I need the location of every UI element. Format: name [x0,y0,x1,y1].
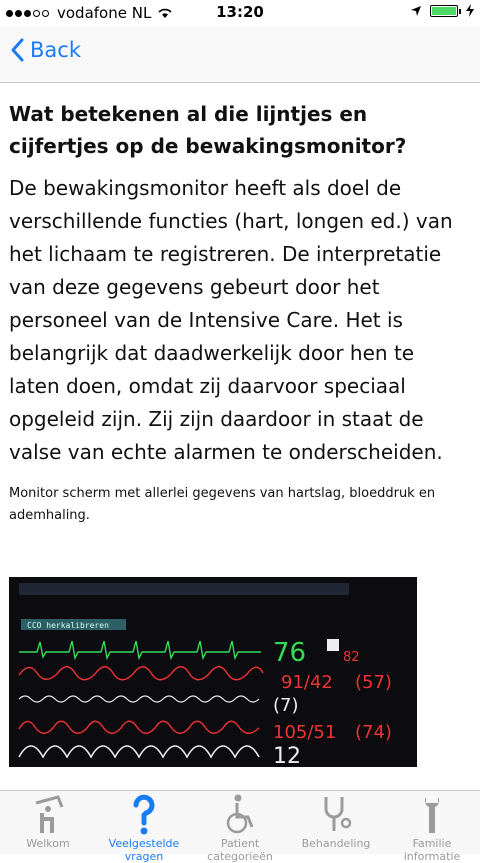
tab-label: Patient categorieën [207,837,273,863]
clock: 13:20 [216,3,264,21]
article-title: Wat betekenen al die lijntjes en cijfertjes op de bewakingsmonitor? [9,102,407,158]
monitor-photo [9,577,417,767]
hr-value: 76 [273,638,307,668]
tab-label: Welkom [26,837,70,850]
tab-bar [0,790,480,863]
image-caption: Monitor scherm met allerlei gegevens van hartslag, bloeddruk en ademhaling. [9,486,436,523]
pap-mean-value: (74) [355,722,392,743]
stethoscope-icon [316,793,356,835]
navigation-bar [0,26,480,83]
tab-welkom[interactable] [0,791,96,854]
cvp-value: (7) [273,695,299,716]
tab-patient-categorieen[interactable] [192,791,288,863]
alarm-icon [327,639,339,651]
article-body: De bewakingsmonitor heeft als doel de verschillende functies (hart, longen ed.) van het lichaam te registreren. De interpretatie van deze gegevens gebeurt door het personeel van de Intensive Care. Het is belangrijk dat daadwerkelijk door hen te laten doen, omdat zij daarvoor speciaal opgeleid zijn. Zij zijn daardoor in staat de valse van echte alarmen te onderscheiden. [9,176,453,464]
monitor-waveforms [9,577,417,767]
pap-value: 105/51 [273,722,337,743]
article [9,98,459,527]
spo2-value: 82 [343,650,360,665]
monitor-header: CCO herkalibreren [27,621,109,630]
tab-label: Familie informatie [403,837,461,863]
wrench-person-icon [412,793,452,835]
tab-label: Behandeling [301,837,371,850]
back-label: Back [30,38,81,62]
resp-value: 12 [273,744,301,767]
wheelchair-icon [220,793,260,835]
tab-label: Veelgestelde vragen [108,837,180,863]
welcome-icon [28,793,68,835]
question-icon [124,793,164,835]
back-button[interactable] [10,38,81,62]
abp-value: 91/42 [281,672,333,693]
tab-familie-informatie[interactable] [384,791,480,863]
tab-behandeling[interactable] [288,791,384,854]
charging-icon [466,4,474,17]
abp-mean-value: (57) [355,672,392,693]
carrier-name: vodafone NL [57,4,152,22]
tab-veelgestelde-vragen[interactable] [96,791,192,863]
location-icon [410,5,422,17]
chevron-left-icon [10,38,24,62]
battery-icon [430,5,458,17]
status-bar [0,0,480,26]
